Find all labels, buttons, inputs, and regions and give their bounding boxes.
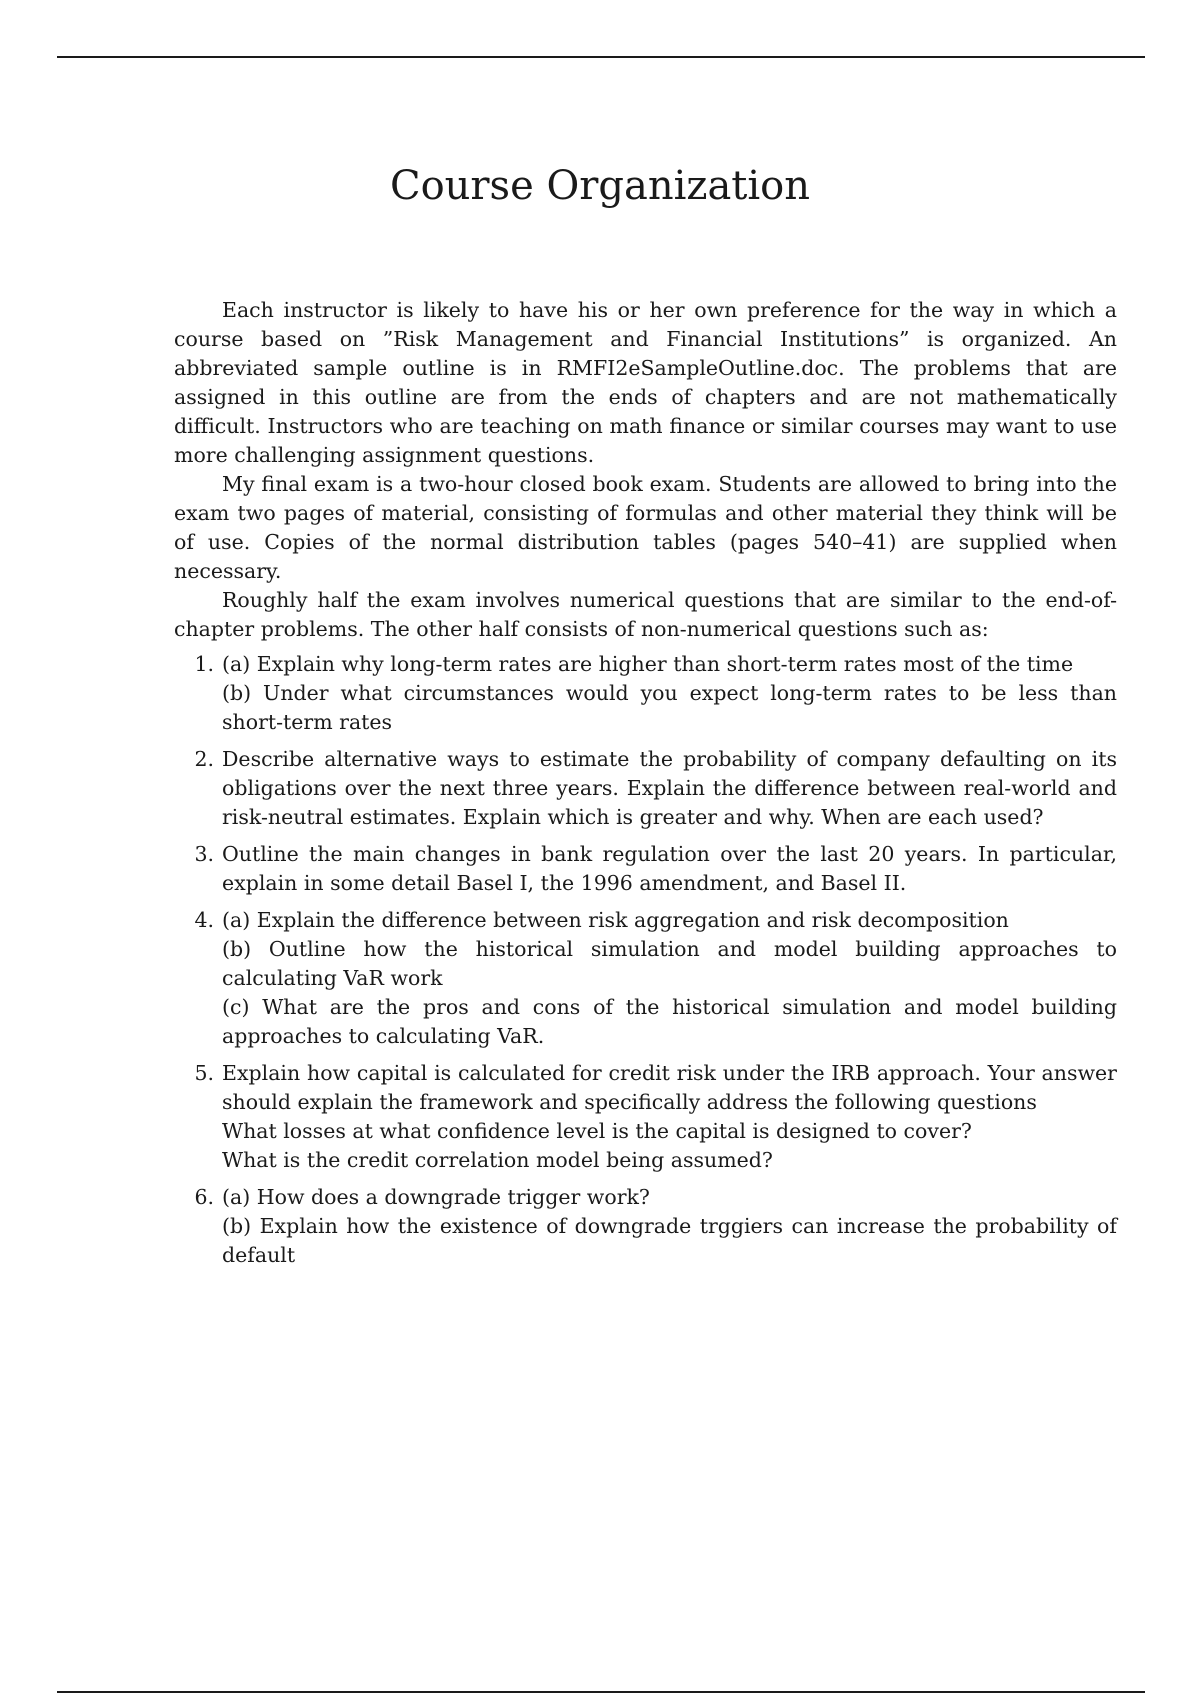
question-item xyxy=(174,650,1117,737)
question-line: What is the credit correlation model being assumed? xyxy=(222,1148,773,1172)
question-line: (b) Explain how the existence of downgrade trggiers can increase the probability of default xyxy=(222,1214,1117,1267)
question-number: 6. xyxy=(194,1185,214,1209)
question-body xyxy=(222,650,1117,737)
question-body xyxy=(222,1183,1117,1270)
page-title: Course Organization xyxy=(389,163,811,209)
question-line: Explain how capital is calculated for credit risk under the IRB approach. Your answer should explain the framework and specifically address the following questions xyxy=(222,1061,1117,1114)
question-line: (a) Explain why long-term rates are higher than short-term rates most of the time xyxy=(222,652,1074,676)
document-body xyxy=(174,296,1117,1278)
question-item xyxy=(174,1183,1117,1270)
question-line: Outline the main changes in bank regulation over the last 20 years. In particular, explain in some detail Basel I, the 1996 amendment, and Basel II. xyxy=(222,842,1117,895)
exam-format-paragraph: My final exam is a two-hour closed book exam. Students are allowed to bring into the exam two pages of material, consisting of formulas and other material they think will be of use. Copies of the normal distribution tables (pages 540–41) are supplied when necessary. xyxy=(174,472,1117,583)
question-body xyxy=(222,745,1117,832)
question-item xyxy=(174,745,1117,832)
exam-content-paragraph: Roughly half the exam involves numerical questions that are similar to the end-of-chapter problems. The other half consists of non-numerical questions such as: xyxy=(174,588,1117,641)
question-number: 2. xyxy=(194,747,214,771)
question-line: (a) How does a downgrade trigger work? xyxy=(222,1185,650,1209)
question-number: 4. xyxy=(194,908,214,932)
question-list xyxy=(174,650,1117,1270)
question-line: (a) Explain the difference between risk aggregation and risk decomposition xyxy=(222,908,1009,932)
question-line: (c) What are the pros and cons of the historical simulation and model building approaches to calculating VaR. xyxy=(222,995,1117,1048)
header-rule xyxy=(57,56,1145,58)
question-number: 1. xyxy=(194,652,214,676)
footer-rule xyxy=(57,1691,1145,1693)
question-item xyxy=(174,906,1117,1051)
question-body xyxy=(222,840,1117,898)
question-body xyxy=(222,906,1117,1051)
question-number: 3. xyxy=(194,842,214,866)
question-item xyxy=(174,840,1117,898)
question-line: Describe alternative ways to estimate the probability of company defaulting on its obligations over the next three years. Explain the difference between real-world and risk-neutral estimates. Explain which is greater and why. When are each used? xyxy=(222,747,1117,829)
question-line: (b) Outline how the historical simulation and model building approaches to calculating VaR work xyxy=(222,937,1117,990)
intro-paragraph: Each instructor is likely to have his or her own preference for the way in which a course based on ”Risk Management and Financial Institutions” is organized. An abbreviated sample outline is in RMFI2eSampleOutline.doc. The problems that are assigned in this outline are from the ends of chapters and are not mathematically difficult. Instructors who are teaching on math finance or similar courses may want to use more challenging assignment questions. xyxy=(174,298,1117,467)
question-body xyxy=(222,1059,1117,1175)
question-item xyxy=(174,1059,1117,1175)
question-line: What losses at what confidence level is the capital is designed to cover? xyxy=(222,1119,972,1143)
question-line: (b) Under what circumstances would you expect long-term rates to be less than short-term rates xyxy=(222,681,1117,734)
question-number: 5. xyxy=(194,1061,214,1085)
